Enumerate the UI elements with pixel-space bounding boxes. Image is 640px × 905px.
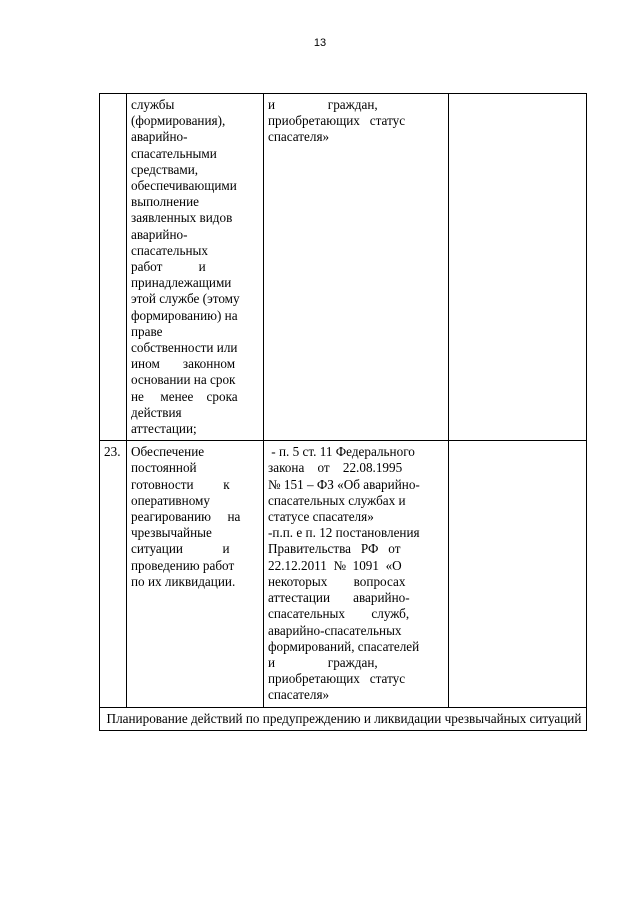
notes-cell [449,94,587,441]
cell-text-line: (формирования), [131,113,226,129]
cell-text-line: ином законном [131,356,236,372]
cell-text-line: аттестации аварийно- [268,590,410,606]
cell-text-line: оперативному [131,492,210,508]
cell-text-line: и граждан, [268,97,378,112]
cell-text-line: основании на срок [131,372,236,388]
cell-text-line: службы [131,97,175,112]
page-number: 13 [313,37,327,49]
row-number-cell: 23. [100,441,127,707]
row-number-cell [100,94,127,441]
table-row [100,94,587,441]
cell-text-line: реагированию на [131,509,241,525]
cell-text-line: приобретающих статус [268,671,406,687]
cell-text-line: аварийно- [131,129,188,145]
cell-text-line: спасательных службах и [268,492,406,508]
cell-text-line: спасательными [131,145,217,161]
cell-text-line: выполнение [131,194,200,210]
cell-text-line: № 151 – ФЗ «Об аварийно- [268,476,420,492]
cell-text-line: - п. 5 ст. 11 Федерального [268,444,415,460]
cell-text-line: аварийно- [131,226,188,242]
cell-text-line: обеспечивающими [131,178,237,194]
cell-text-line: формированию) на [131,307,238,323]
cell-text-line: Обеспечение [131,444,205,460]
cell-text-line: спасателя» [268,129,330,145]
cell-text-line: приобретающих статус [268,113,406,129]
cell-text-line: ситуации и [131,541,230,557]
notes-cell [449,441,587,707]
section-heading: Планирование действий по предупреждению и ликвидации чрезвычайных ситуаций [100,707,587,730]
cell-text-line: заявленных видов [131,210,233,226]
cell-text-line: этой службе (этому [131,291,240,307]
cell-text-line: 22.12.2011 № 1091 «О [268,557,402,573]
cell-text-line: формирований, спасателей [268,638,420,654]
requirement-cell [127,441,264,707]
cell-text-line: готовности к [131,476,230,492]
cell-text-line: средствами, [131,161,199,177]
cell-text-line: собственности или [131,340,238,356]
cell-text-line: работ и [131,259,206,275]
cell-text-line: статусе спасателя» [268,509,374,525]
cell-text-line: проведению работ [131,557,235,573]
cell-text-line: Правительства РФ от [268,541,401,557]
cell-text-line: действия [131,404,182,420]
requirement-cell [127,94,264,441]
cell-text-line: -п.п. е п. 12 постановления [268,525,420,541]
table-row [100,441,587,707]
cell-text-line: принадлежащими [131,275,232,291]
legal-basis-cell [264,94,449,441]
cell-text-line: аттестации; [131,421,197,437]
section-heading-row [100,707,587,730]
cell-text-line: праве [131,323,163,339]
cell-text-line: спасательных служб, [268,606,410,622]
requirements-table [99,93,587,731]
cell-text-line: закона от 22.08.1995 [268,460,403,476]
cell-text-line: спасательных [131,242,209,258]
cell-text-line: по их ликвидации. [131,573,236,589]
cell-text-line: аварийно-спасательных [268,622,402,638]
cell-text-line: спасателя» [268,687,330,703]
legal-basis-cell [264,441,449,707]
cell-text-line: и граждан, [268,654,378,670]
cell-text-line: некоторых вопросах [268,573,406,589]
cell-text-line: чрезвычайные [131,525,212,541]
cell-text-line: не менее срока [131,388,238,404]
cell-text-line: постоянной [131,460,197,476]
